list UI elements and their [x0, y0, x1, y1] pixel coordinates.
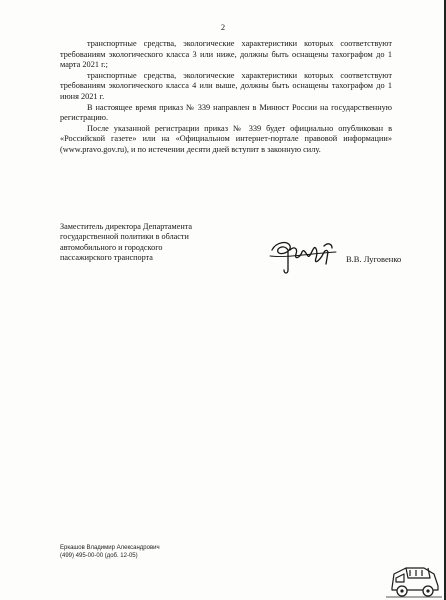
- paragraph-class-4: транспортные средства, экологические характеристики которых соответствуют требованиям экологического класса 4 или выше, должны быть оснащены тахографом до 1 июня 2021 г.: [60, 70, 392, 101]
- signatory-position-line: Заместитель директора Департамента: [60, 222, 193, 231]
- signatory-position-line: пассажирского транспорта: [60, 253, 153, 263]
- executor-phone: (499) 495-00-00 (доб. 12-05): [60, 553, 138, 559]
- signatory-name: В.В. Луговенко: [346, 254, 402, 264]
- paragraph-publication: После указанной регистрации приказ № 339 будет официально опубликован в «Российской газете» или на «Официальном интернет-портале правовой информации» (www.pravo.gov.ru), и по истечении десяти дней вступит в законную силу.: [60, 123, 392, 154]
- page-number: 2: [220, 22, 226, 32]
- handwritten-signature-icon: [266, 236, 346, 276]
- truck-logo-icon: [384, 560, 444, 600]
- signatory-position-line: государственной политики в области: [60, 232, 189, 242]
- paragraph-registration: В настоящее время приказ № 339 направлен в Минюст России на государственную регистрацию.: [60, 102, 392, 123]
- executor-name: Еркашов Владимир Александрович: [60, 545, 160, 551]
- signatory-position-line: автомобильного и городского: [60, 242, 163, 252]
- executor-contact: [60, 544, 160, 560]
- signatory-position: [60, 222, 240, 264]
- paragraph-class-3: транспортные средства, экологические характеристики которых соответствуют требованиям экологического класса 3 или ниже, должны быть оснащены тахографом до 1 марта 2021 г.;: [60, 39, 392, 70]
- letter-body: [60, 39, 392, 156]
